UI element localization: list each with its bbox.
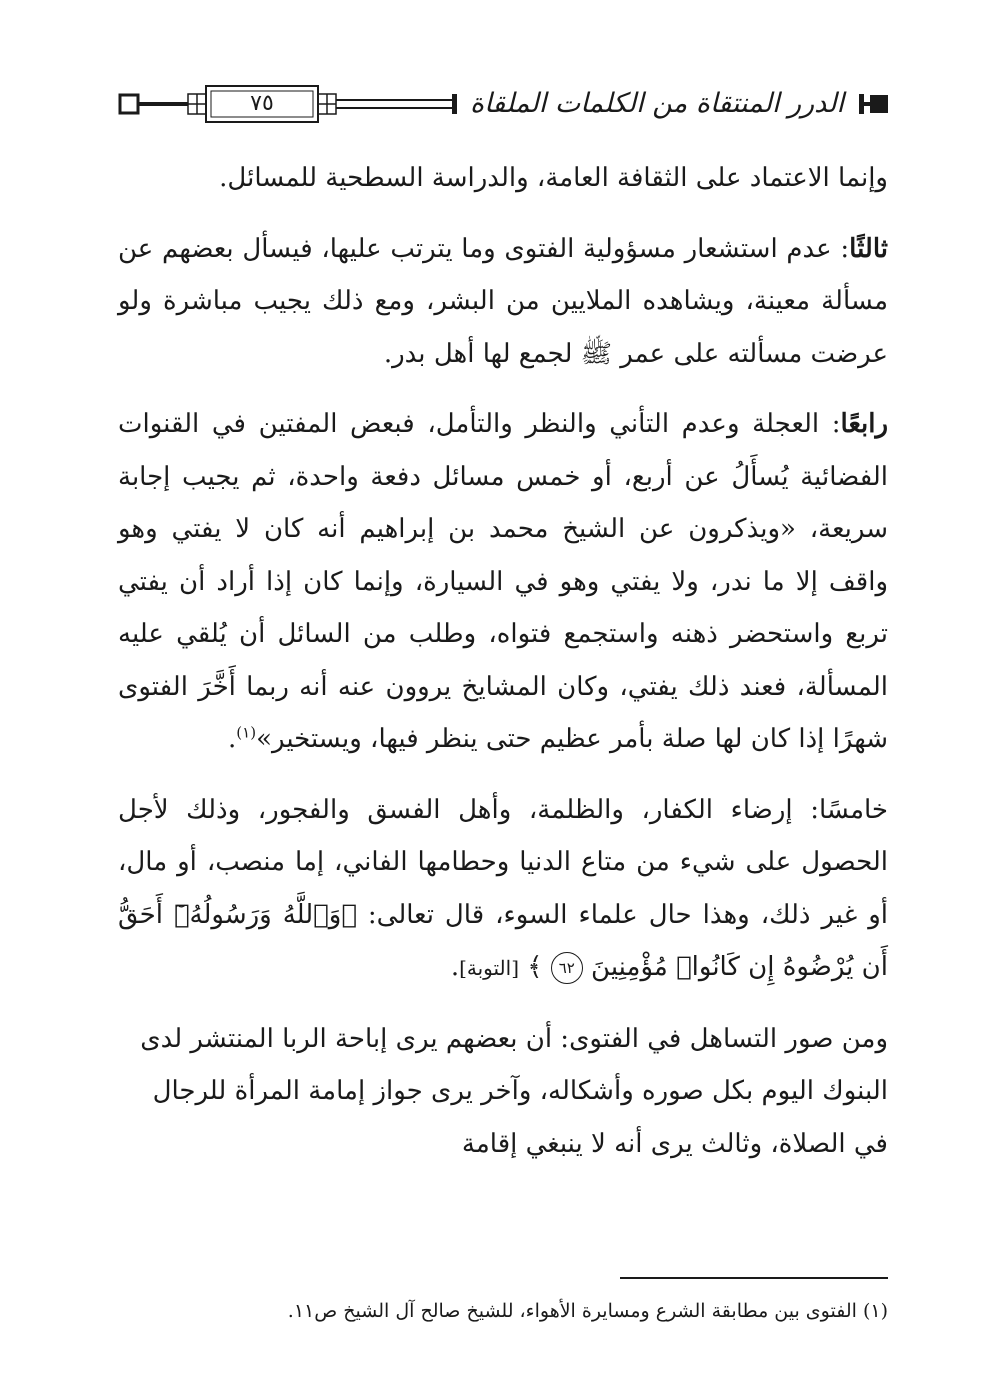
paragraph-2-end: . bbox=[228, 724, 237, 754]
paragraph-0 bbox=[118, 152, 888, 205]
quran-verse: ﴿وَٱللَّهُ وَرَسُولُهُۥٓ أَحَقُّ أَن يُرْضُوهُ إِن كَانُوا۟ مُؤْمِنِينَ bbox=[118, 899, 888, 982]
paragraph-4-text: ومن صور التساهل في الفتوى: أن بعضهم يرى إباحة الربا المنتشر لدى البنوك اليوم بكل صوره وأشكاله، وآخر يرى جواز إمامة المرأة للرجال في الصلاة، وثالث يرى أنه لا ينبغي إقامة bbox=[140, 1023, 888, 1159]
point-label-fourth: رابعًا bbox=[840, 409, 888, 439]
paragraph-3 bbox=[118, 784, 888, 995]
paragraph-2-text: : العجلة وعدم التأني والنظر والتأمل، فبعض المفتين في القنوات الفضائية يُسأَلُ عن أربع، أو خمس مسائل دفعة واحدة، ثم يجيب إجابة سريعة، «ويذكرون عن الشيخ محمد بن إبراهيم أنه كان لا يفتي وهو واقف إلا ما ندر، ولا يفتي وهو في السيارة، وإنما كان إذا أراد أن يفتي تربع واستحضر ذهنه واستجمع فتواه، وطلب من السائل أن يُلقي عليه المسألة، فعند ذلك يفتي، وكان المشايخ يروون عنه أنه ربما أَخَّرَ الفتوى شهرًا إذا كان لها صلة بأمر عظيم حتى ينظر فيها، ويستخير» bbox=[118, 409, 888, 754]
paragraph-3-end: . bbox=[450, 952, 460, 982]
footnote: (١) الفتوى بين مطابقة الشرع ومسايرة الأهواء، للشيخ صالح آل الشيخ ص١١. bbox=[287, 1300, 888, 1322]
surah-reference: [التوبة] bbox=[459, 956, 519, 980]
paragraph-0-text: وإنما الاعتماد على الثقافة العامة، والدراسة السطحية للمسائل. bbox=[219, 163, 888, 193]
paragraph-3-text: خامسًا: إرضاء الكفار، والظلمة، وأهل الفسق والفجور، وذلك لأجل الحصول على شيء من متاع الدنيا وحطامها الفاني، إما منصب، أو مال، أو غير ذلك، وهذا حال علماء السوء، قال تعالى: bbox=[118, 794, 888, 930]
paragraph-4 bbox=[118, 1013, 888, 1171]
quran-close-bracket: ﴾ bbox=[527, 952, 543, 982]
page-header bbox=[118, 78, 888, 130]
ayah-number-marker: ٦٢ bbox=[551, 952, 583, 984]
page-number: ٧٥ bbox=[250, 91, 274, 116]
footnote-divider bbox=[620, 1277, 888, 1279]
footnote-ref[interactable]: (١) bbox=[236, 723, 257, 742]
paragraph-2 bbox=[118, 398, 888, 766]
book-title: الدرر المنتقاة من الكلمات الملقاة bbox=[458, 80, 856, 128]
paragraph-1-text: : عدم استشعار مسؤولية الفتوى وما يترتب عليها، فيسأل بعضهم عن مسألة معينة، ويشاهده الملايين من البشر، ومع ذلك يجيب مباشرة ولو عرضت مسألته على عمر ﷺ لجمع لها أهل بدر. bbox=[118, 233, 888, 369]
body-text bbox=[118, 152, 888, 1170]
point-label-third: ثالثًا bbox=[849, 233, 888, 264]
paragraph-1 bbox=[118, 223, 888, 381]
